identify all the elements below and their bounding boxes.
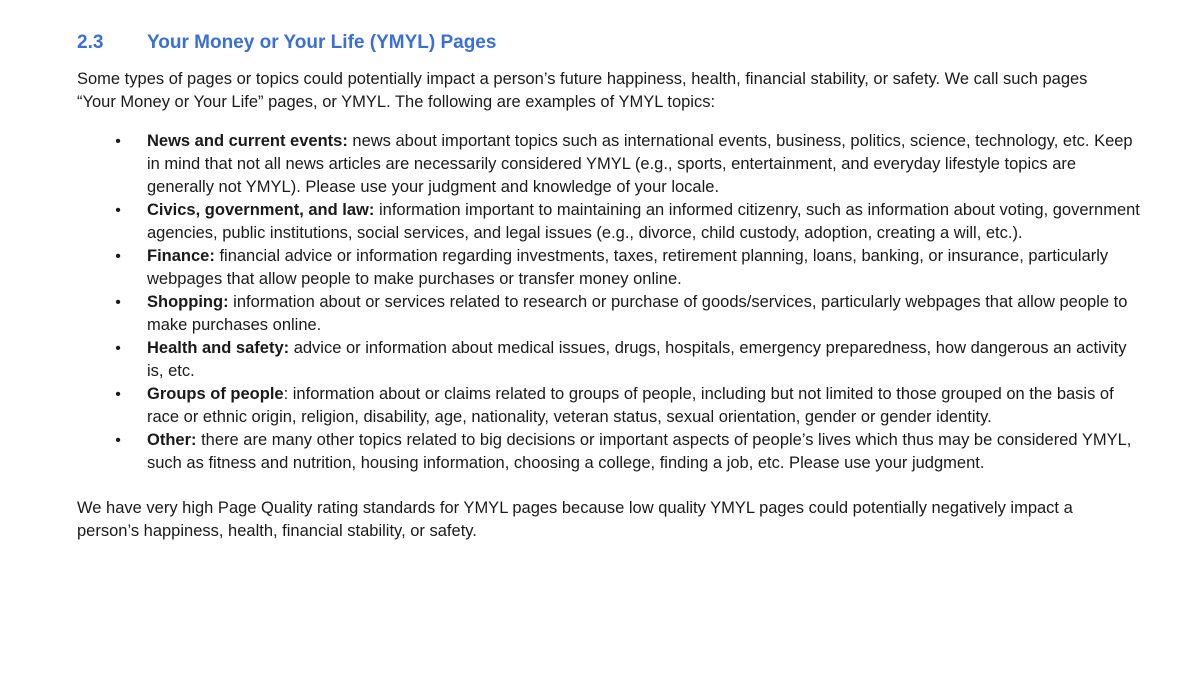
list-item <box>115 429 1144 475</box>
topic-description: information important to maintaining an informed citizenry, such as information about voting, government agencies, public institutions, social services, and legal issues (e.g., divorce, child custody, adoption, creating a will, etc.). <box>147 201 1140 242</box>
bullet-icon: • <box>115 432 121 449</box>
list-item <box>115 245 1144 291</box>
topic-term: Finance: <box>147 247 215 265</box>
topic-description: information about or services related to research or purchase of goods/services, particularly webpages that allow people to make purchases online. <box>147 293 1128 334</box>
list-item <box>115 199 1144 245</box>
bullet-icon: • <box>115 340 121 357</box>
section-title: Your Money or Your Life (YMYL) Pages <box>147 32 497 53</box>
intro-paragraph: Some types of pages or topics could potentially impact a person’s future happiness, health, financial stability, or safety. We call such pages “Your Money or Your Life” pages, or YMYL. The following are examples of YMYL topics: <box>77 70 1088 111</box>
bullet-icon: • <box>115 202 121 219</box>
topic-description: advice or information about medical issues, drugs, hospitals, emergency preparedness, how dangerous an activity is, etc. <box>147 339 1127 380</box>
section-number: 2.3 <box>77 32 104 53</box>
topic-term: Health and safety: <box>147 339 290 357</box>
topic-description: financial advice or information regarding investments, taxes, retirement planning, loans, banking, or insurance, particularly webpages that allow people to make purchases or transfer money online. <box>147 247 1109 288</box>
bullet-icon: • <box>115 133 121 150</box>
topic-term: Civics, government, and law: <box>147 201 375 219</box>
bullet-icon: • <box>115 386 121 403</box>
topic-description: news about important topics such as international events, business, politics, science, technology, etc. Keep in mind that not all news articles are necessarily considered YMYL (e.g., sports, entertainment, and everyday lifestyle topics are generally not YMYL). Please use your judgment and knowledge of your locale. <box>147 132 1133 196</box>
topic-description: : information about or claims related to groups of people, including but not limited to those grouped on the basis of race or ethnic origin, religion, disability, age, nationality, veteran status, sexual orientation, gender or gender identity. <box>147 385 1114 426</box>
bullet-icon: • <box>115 294 121 311</box>
topic-term: Groups of people <box>147 385 284 403</box>
section-heading <box>77 30 1144 56</box>
ymyl-topic-list <box>77 130 1144 475</box>
topic-term: Other: <box>147 431 197 449</box>
bullet-icon: • <box>115 248 121 265</box>
topic-description: there are many other topics related to big decisions or important aspects of people’s lives which thus may be considered YMYL, such as fitness and nutrition, housing information, choosing a college, finding a job, etc. Please use your judgment. <box>147 431 1132 472</box>
topic-term: News and current events: <box>147 132 348 150</box>
list-item <box>115 383 1144 429</box>
list-item <box>115 130 1144 199</box>
topic-term: Shopping: <box>147 293 229 311</box>
closing-paragraph: We have very high Page Quality rating standards for YMYL pages because low quality YMYL pages could potentially negatively impact a person’s happiness, health, financial stability, or safety. <box>77 499 1073 540</box>
list-item <box>115 291 1144 337</box>
list-item <box>115 337 1144 383</box>
